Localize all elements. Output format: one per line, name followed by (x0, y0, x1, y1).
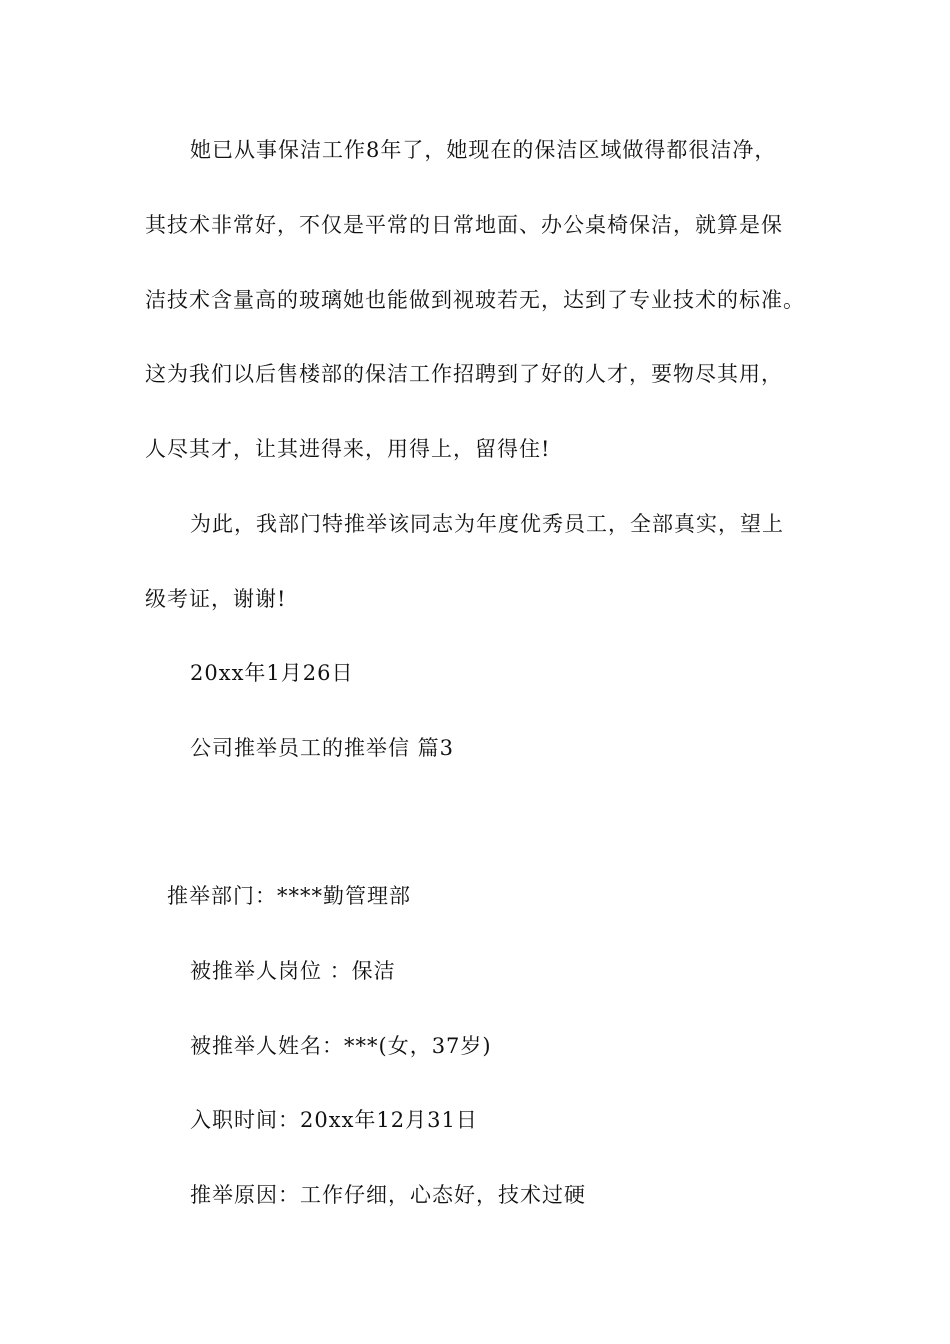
recommending-department: 推举部门：****勤管理部 (167, 884, 411, 908)
section-title: 公司推举员工的推举信 篇3 (190, 736, 455, 760)
paragraph-1-line-5: 人尽其才，让其进得来，用得上，留得住! (145, 437, 551, 461)
paragraph-1-line-3: 洁技术含量高的玻璃她也能做到视玻若无，达到了专业技术的标准。 (145, 288, 805, 312)
paragraph-2-line-2: 级考证，谢谢! (145, 587, 287, 611)
hire-date: 入职时间：20xx年12月31日 (190, 1108, 478, 1132)
paragraph-2-line-1: 为此，我部门特推举该同志为年度优秀员工，全部真实，望上 (190, 512, 784, 536)
paragraph-1-line-1: 她已从事保洁工作8年了，她现在的保洁区域做得都很洁净， (190, 138, 777, 162)
nominee-position: 被推举人岗位 ：保洁 (190, 959, 396, 983)
paragraph-1-line-4: 这为我们以后售楼部的保洁工作招聘到了好的人才，要物尽其用， (145, 362, 783, 386)
letter-date: 20xx年1月26日 (190, 661, 354, 685)
recommendation-reason: 推举原因：工作仔细，心态好，技术过硬 (190, 1183, 586, 1207)
nominee-name: 被推举人姓名：***(女，37岁) (190, 1034, 492, 1058)
paragraph-1-line-2: 其技术非常好，不仅是平常的日常地面、办公桌椅保洁，就算是保 (145, 213, 783, 237)
